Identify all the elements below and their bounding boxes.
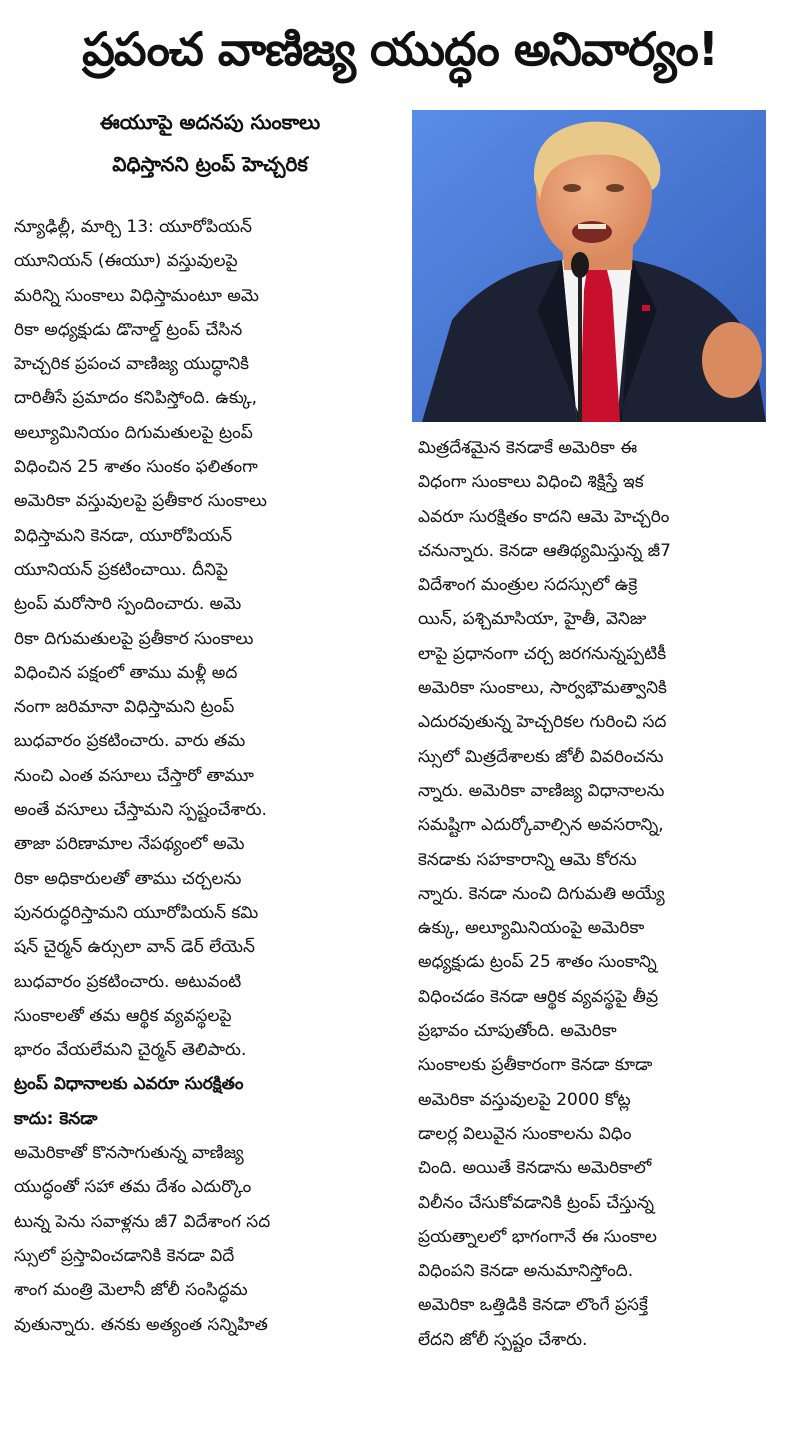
article-line: సమష్టిగా ఎదుర్కోవాల్సిన అవసరాన్ని, <box>418 815 664 836</box>
article-line: అమెరికా వస్తువులపై 2000 కోట్ల <box>418 1089 631 1110</box>
article-line: విధించిన 25 శాతం సుంకం ఫలితంగా <box>14 457 258 478</box>
article-line: రికా దిగుమతులపై ప్రతీకార సుంకాలు <box>14 628 254 649</box>
article-line: విదేశాంగ మంత్రుల సదస్సులో ఉక్రె <box>418 575 638 596</box>
article-line: అమెరికా ఒత్తిడికి కెనడా లొంగే ప్రసక్తే <box>418 1295 648 1316</box>
article-line: అమెరికా సుంకాలు, సార్వభౌమత్వానికి <box>418 678 667 699</box>
article-line: విధించిన పక్షంలో తాము మళ్లీ అద <box>14 662 238 683</box>
article-line: పునరుద్ధరిస్తామని యూరోపియన్ కమి <box>14 902 259 923</box>
article-line: భారం వేయలేమని చైర్మన్ తెలిపారు. <box>14 1040 247 1061</box>
article-line: స్సులో ప్రస్తావించడానికి కెనడా విదే <box>14 1245 235 1266</box>
article-line: ఎదురవుతున్న హెచ్చరికల గురించి సద <box>418 712 667 733</box>
article-line: చింది. అయితే కెనడాను అమెరికాలో <box>418 1158 652 1179</box>
trump-photo <box>412 110 766 422</box>
article-line: విలీనం చేసుకోవడానికి ట్రంప్ చేస్తున్న <box>418 1192 655 1213</box>
article-line: రికా అధ్యక్షుడు డొనాల్డ్ ట్రంప్ చేసిన <box>14 319 243 340</box>
article-line: టున్న పెను సవాళ్లను జీ7 విదేశాంగ సద <box>14 1211 271 1232</box>
article-line: తాజా పరిణామాల నేపథ్యంలో అమె <box>14 834 245 855</box>
article-line: కెనడాకు సహకారాన్ని ఆమె కోరను <box>418 849 637 870</box>
headline: ప్రపంచ వాణిజ్య యుద్ధం అనివార్యం! <box>82 22 718 76</box>
article-line: అల్యూమినియం దిగుమతులపై ట్రంప్ <box>14 422 253 443</box>
article-line: అమెరికా వస్తువులపై ప్రతీకార సుంకాలు <box>14 491 267 512</box>
article-line: సుంకాలకు ప్రతీకారంగా కెనడా కూడా <box>418 1055 653 1076</box>
article-line: సుంకాలతో తమ ఆర్థిక వ్యవస్థలపై <box>14 1005 232 1026</box>
article-line: చనున్నారు. కెనడా ఆతిథ్యమిస్తున్న జీ7 <box>418 540 671 561</box>
article-line: విధింపని కెనడా అనుమానిస్తోంది. <box>418 1261 634 1282</box>
article-line: షన్ చైర్మన్ ఉర్సులా వాన్ డెర్ లేయెన్ <box>14 937 255 958</box>
article-line: మిత్రదేశమైన కెనడాకే అమెరికా ఈ <box>418 438 638 458</box>
article-line: వుతున్నారు. తనకు అత్యంత సన్నిహిత <box>14 1314 268 1335</box>
article-line: హెచ్చరిక ప్రపంచ వాణిజ్య యుద్ధానికి <box>14 354 250 375</box>
article-line: అధ్యక్షుడు ట్రంప్ 25 శాతం సుంకాన్ని <box>418 952 657 973</box>
article-line: మరిన్ని సుంకాలు విధిస్తామంటూ అమె <box>14 285 259 306</box>
article-line: యుద్ధంతో సహా తమ దేశం ఎదుర్కొం <box>14 1177 252 1198</box>
article-line: విధించడం కెనడా ఆర్థిక వ్యవస్థపై తీవ్ర <box>418 986 659 1007</box>
article-line: లాపై ప్రధానంగా చర్చ జరగనున్నప్పటికీ <box>418 643 667 664</box>
subheadline-line-1: ఈయూపై అదనపు సుంకాలు <box>99 110 321 134</box>
article-column-2 <box>418 431 768 1357</box>
article-line: ఉక్కు, అల్యూమినియంపై అమెరికా <box>418 918 645 939</box>
article-line: శాంగ మంత్రి మెలానీ జోలీ సంసిద్ధమ <box>14 1280 248 1301</box>
article-column-1 <box>14 210 398 1342</box>
article-line: యూనియన్ ప్రకటించాయి. దీనిపై <box>14 559 228 580</box>
article-line: అంతే వసూలు చేస్తామని స్పష్టంచేశారు. <box>14 800 267 821</box>
article-line: స్సులో మిత్రదేశాలకు జోలీ వివరించను <box>418 746 664 767</box>
article-line: ట్రంప్ మరోసారి స్పందించారు. అమె <box>14 594 242 615</box>
article-line: ప్రభావం చూపుతోంది. అమెరికా <box>418 1021 617 1042</box>
article-line: ట్రంప్ విధానాలకు ఎవరూ సురక్షితం <box>14 1074 244 1095</box>
article-line: న్నారు. అమెరికా వాణిజ్య విధానాలను <box>418 780 665 801</box>
article-line: లేదని జోలీ స్పష్టం చేశారు. <box>418 1329 588 1350</box>
article-line: విధిస్తామని కెనడా, యూరోపియన్ <box>14 525 233 546</box>
article-line: ప్రయత్నాలలో భాగంగానే ఈ సుంకాల <box>418 1226 657 1247</box>
article-line: యూనియన్ (ఈయూ) వస్తువులపై <box>14 251 238 272</box>
article-line: రికా అధికారులతో తాము చర్చలను <box>14 868 242 889</box>
subheadline-line-2: విధిస్తానని ట్రంప్ హెచ్చరిక <box>112 152 308 176</box>
article-line: న్యూఢిల్లీ, మార్చి 13: యూరోపియన్ <box>14 217 252 237</box>
article-line: కాదు: కెనడా <box>14 1108 98 1129</box>
trump-speaking-icon <box>412 110 766 422</box>
article-line: దారితీసే ప్రమాదం కనిపిస్తోంది. ఉక్కు, <box>14 388 258 409</box>
article-line: డాలర్ల విలువైన సుంకాలను విధిం <box>418 1123 632 1144</box>
article-line: విధంగా సుంకాలు విధించి శిక్షిస్తే ఇక <box>418 472 644 493</box>
article-line: ఎవరూ సురక్షితం కాదని ఆమె హెచ్చరిం <box>418 506 670 527</box>
article-line: అమెరికాతో కొనసాగుతున్న వాణిజ్య <box>14 1143 244 1164</box>
article-line: నుంచి ఎంత వసూలు చేస్తారో తామూ <box>14 765 254 786</box>
article-line: యిన్, పశ్చిమాసియా, హైతీ, వెనిజు <box>418 609 647 630</box>
article-line: నంగా జరిమానా విధిస్తామని ట్రంప్ <box>14 697 235 718</box>
article-line: బుధవారం ప్రకటించారు. అటువంటి <box>14 971 242 992</box>
article-line: బుధవారం ప్రకటించారు. వారు తమ <box>14 731 246 752</box>
article-line: న్నారు. కెనడా నుంచి దిగుమతి అయ్యే <box>418 883 665 904</box>
